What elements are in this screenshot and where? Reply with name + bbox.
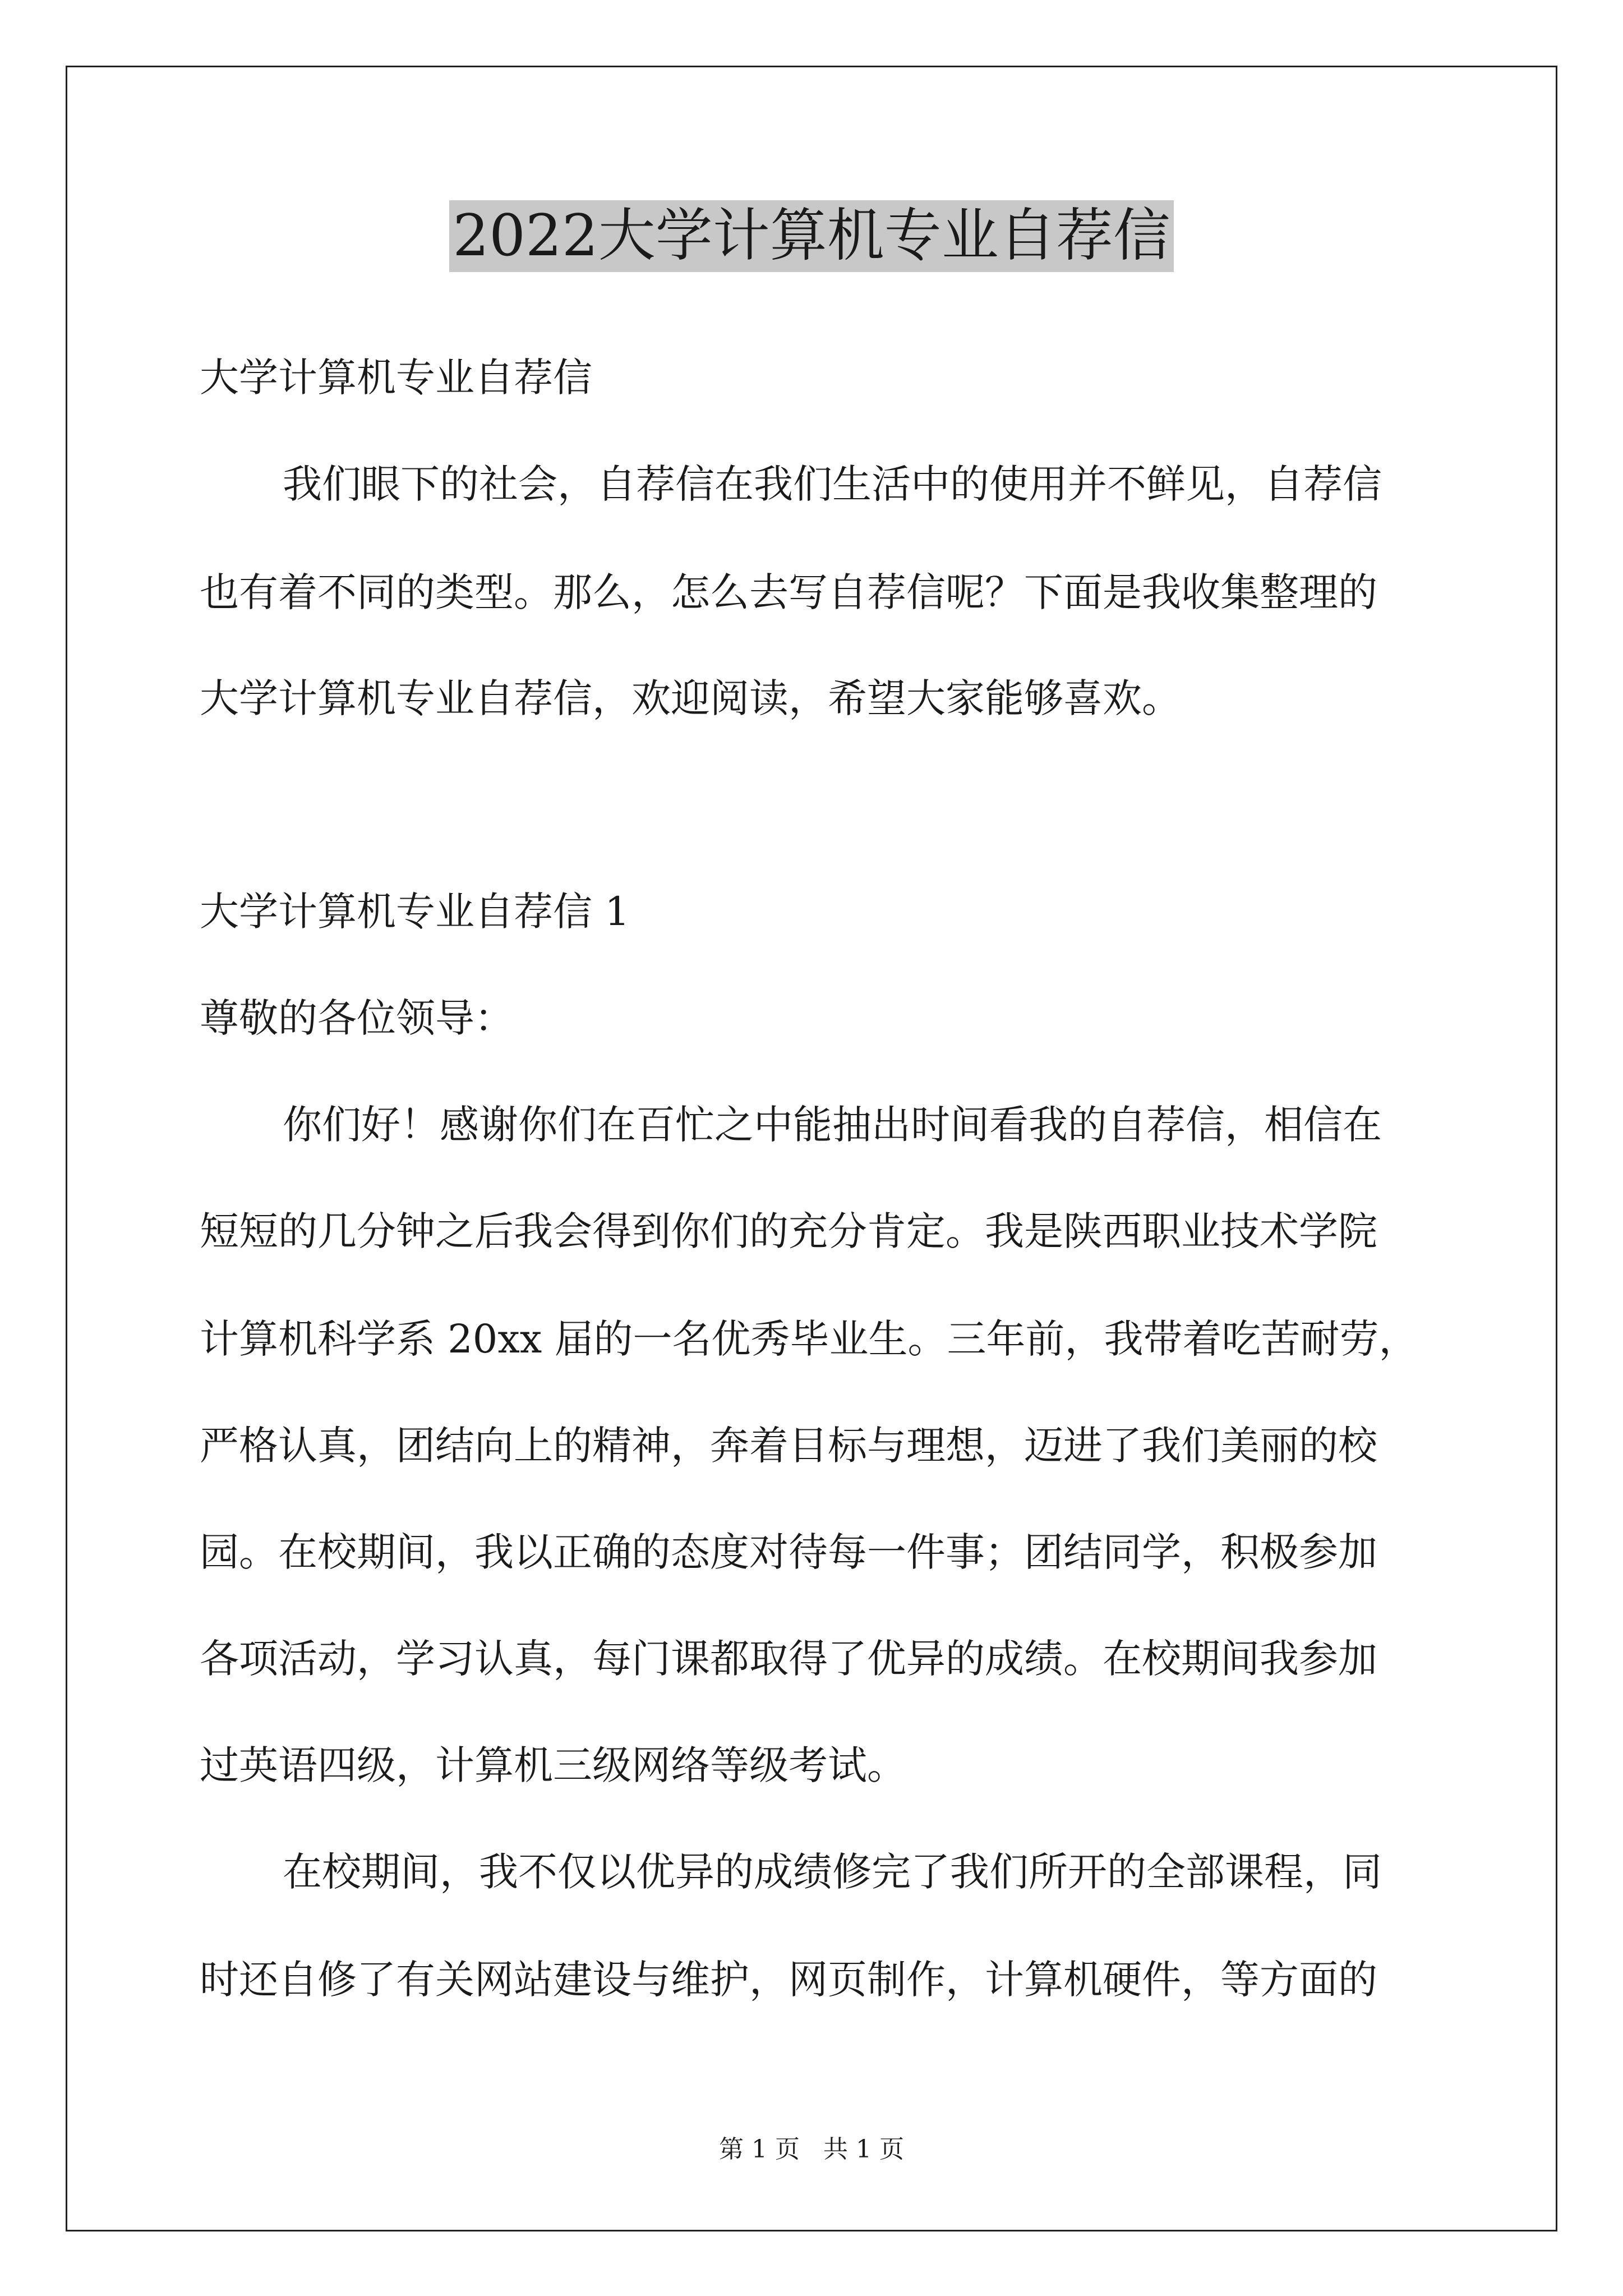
intro-line-2: 也有着不同的类型。那么，怎么去写自荐信呢？下面是我收集整理的 bbox=[200, 569, 1377, 615]
intro-line-1: 我们眼下的社会，自荐信在我们生活中的使用并不鲜见，自荐信 bbox=[283, 461, 1382, 507]
body-line-1: 你们好！感谢你们在百忙之中能抽出时间看我的自荐信，相信在 bbox=[283, 1102, 1382, 1148]
body-line-2: 短短的几分钟之后我会得到你们的充分肯定。我是陕西职业技术学院 bbox=[200, 1208, 1377, 1254]
body-line-6: 各项活动，学习认真，每门课都取得了优异的成绩。在校期间我参加 bbox=[200, 1636, 1377, 1682]
section-heading: 大学计算机专业自荐信 1 bbox=[200, 889, 630, 935]
title-container bbox=[0, 200, 1623, 272]
intro-line-3: 大学计算机专业自荐信，欢迎阅读，希望大家能够喜欢。 bbox=[200, 675, 1181, 721]
body-line-4: 严格认真，团结向上的精神，奔着目标与理想，迈进了我们美丽的校 bbox=[200, 1423, 1377, 1469]
body-line-8: 在校期间，我不仅以优异的成绩修完了我们所开的全部课程，同 bbox=[283, 1849, 1382, 1895]
salutation: 尊敬的各位领导： bbox=[200, 995, 514, 1041]
body-line-9: 时还自修了有关网站建设与维护，网页制作，计算机硬件，等方面的 bbox=[200, 1957, 1377, 2003]
page-footer: 第 1 页 共 1 页 bbox=[719, 2135, 904, 2164]
subtitle-line: 大学计算机专业自荐信 bbox=[200, 355, 592, 401]
body-line-3: 计算机科学系 20xx 届的一名优秀毕业生。三年前，我带着吃苦耐劳， bbox=[200, 1316, 1418, 1362]
body-line-5: 园。在校期间，我以正确的态度对待每一件事；团结同学，积极参加 bbox=[200, 1529, 1377, 1575]
document-title: 2022大学计算机专业自荐信 bbox=[449, 200, 1174, 272]
body-line-7: 过英语四级，计算机三级网络等级考试。 bbox=[200, 1742, 906, 1788]
